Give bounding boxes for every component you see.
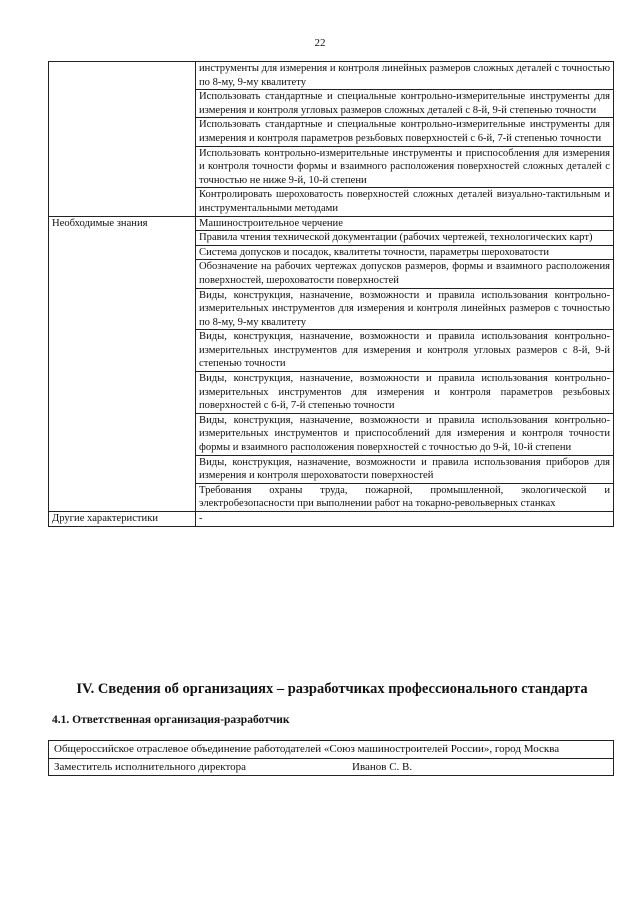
row-item: -	[196, 512, 614, 527]
row-label	[49, 62, 196, 217]
row-item: Виды, конструкция, назначение, возможности и правила использования приборов для измерения и контроля шероховатости поверхностей	[196, 455, 614, 483]
section-heading: IV. Сведения об организациях – разработчиках профессионального стандарта	[76, 681, 588, 697]
organization-name: Общероссийское отраслевое объединение работодателей «Союз машиностроителей России», город Москва	[49, 741, 613, 759]
organization-box	[48, 740, 614, 776]
subsection-heading: 4.1. Ответственная организация-разработчик	[52, 714, 290, 726]
table-row	[49, 216, 614, 231]
row-item: Обозначение на рабочих чертежах допусков размеров, формы и взаимного расположения поверхностей, шероховатости поверхностей	[196, 260, 614, 288]
row-item: Виды, конструкция, назначение, возможности и правила использования контрольно-измерительных инструментов для измерения и контроля линейных размеров с точностью по 8-му, 9-му квалитету	[196, 288, 614, 330]
row-item: Использовать стандартные и специальные контрольно-измерительные инструменты для измерения и контроля параметров резьбовых поверхностей с 6-й, 7-й степенью точности	[196, 118, 614, 146]
row-item: Виды, конструкция, назначение, возможности и правила использования контрольно-измерительных инструментов для измерения и контроля угловых размеров с 8-й, 9-й степенью точности	[196, 330, 614, 372]
signatory-name: Иванов С. В.	[352, 761, 413, 773]
signature-row	[49, 759, 613, 775]
row-item: Требования охраны труда, пожарной, промышленной, экологической и электробезопасности при выполнении работ на токарно-револьверных станках	[196, 483, 614, 511]
row-item: Система допусков и посадок, квалитеты точности, параметры шероховатости	[196, 245, 614, 260]
row-label: Необходимые знания	[49, 216, 196, 511]
row-item: Виды, конструкция, назначение, возможности и правила использования контрольно-измерительных инструментов для измерения и контроля параметров резьбовых поверхностей с 6-й, 7-й степенью точности	[196, 372, 614, 414]
row-label: Другие характеристики	[49, 512, 196, 527]
table-body	[49, 62, 614, 527]
skills-table	[48, 61, 614, 527]
row-item: Использовать стандартные и специальные контрольно-измерительные инструменты для измерения и контроля угловых размеров сложных деталей с 8-й, 9-й степенью точности	[196, 90, 614, 118]
row-item: Машиностроительное черчение	[196, 216, 614, 231]
row-item: Контролировать шероховатость поверхностей сложных деталей визуально-тактильным и инструментальными методами	[196, 188, 614, 216]
signatory-position: Заместитель исполнительного директора	[54, 761, 246, 773]
table-row	[49, 62, 614, 90]
row-item: Правила чтения технической документации (рабочих чертежей, технологических карт)	[196, 231, 614, 246]
table-row	[49, 512, 614, 527]
page-number: 22	[314, 37, 326, 49]
row-item: Виды, конструкция, назначение, возможности и правила использования контрольно-измерительных инструментов и приспособлений для измерения и контроля точности формы и взаимного расположения поверхностей с точностью до 9-й, 10-й степени	[196, 413, 614, 455]
row-item: Использовать контрольно-измерительные инструменты и приспособления для измерения и контроля точности формы и взаимного расположения поверхностей сложных деталей с точностью не ниже 9-й, 10-й степени	[196, 146, 614, 188]
row-item: инструменты для измерения и контроля линейных размеров сложных деталей с точностью по 8-му, 9-му квалитету	[196, 62, 614, 90]
